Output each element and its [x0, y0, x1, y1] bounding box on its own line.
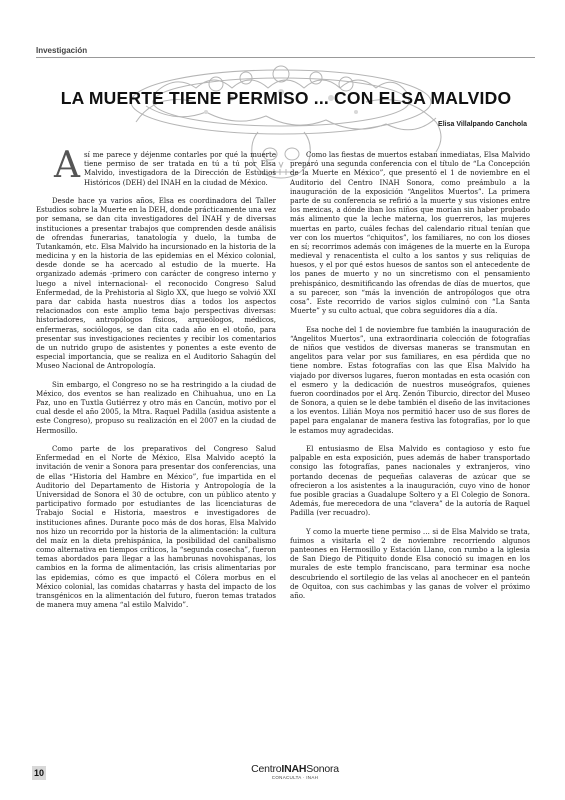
page-number: 10: [33, 768, 44, 778]
article-author: Elisa Villalpando Canchola: [438, 121, 527, 128]
footer-brand: [230, 763, 360, 775]
paragraph: Esa noche del 1 de noviembre fue también la inauguración de “Angelitos Muertos”, una extraordinaria colección de fotografías de niños que vestidos de diversas maneras se transmutan en angelitos para velar por sus familiares, en esa pérdida que no tiene nombre. Estas fotografías con las que Elsa Malvido ha viajado por diversos lugares, fueron montadas en esta ocasión con el esmero y la dedicación de nuestros museógrafos, quienes fueron coordinados por el Arq. Zenón Tiburcio, director del Museo de Sonora, a quien se le debe también el diseño de las invitaciones a los eventos. Lilián Moya nos permitió hacer uso de sus flores de papel para engalanar de manera festiva las fotografías, por lo que le estamos muy agradecidas.: [290, 324, 530, 435]
paragraph: Como parte de los preparativos del Congreso Salud Enfermedad en el Norte de México, Elsa Malvido aceptó la invitación de venir a Sonora para presentar dos conferencias, una de ellas “Historia del Hambre en México”, fue impartida en el Auditorio del Departamento de Historia y Antropología de la Universidad de Sonora el 30 de octubre, con un público atento y participativo formado por estudiantes de las licenciaturas de Trabajo Social e Historia, maestros e investigadores de instituciones afines. Durante poco más de dos horas, Elsa Malvido nos hizo un recorrido por la historia de la alimentación: la cultura del maíz en la dieta prehispánica, la posibilidad del canibalismo como alternativa en tiempos críticos, la “segunda cosecha”, fueron temas abordados para llegar a las hambrunas novohispanas, los cambios en la forma de alimentación, las crisis alimentarias por las epidemias, cómo es que impactó el Cólera morbus en el México colonial, las comidas chatarras y hasta del impacto de los transgénicos en la alimentación del futuro, fueron temas tratados de manera muy amena “al estilo Malvido”.: [36, 444, 276, 610]
paragraph: Como las fiestas de muertos estaban inmediatas, Elsa Malvido preparó una segunda conferencia con el título de “La Concepción de la Muerte en México”, que presentó el 1 de noviembre en el Auditorio del Centro INAH Sonora, como preámbulo a la inauguración de la exposición “Angelitos Muertos”. La primera parte de su conferencia se refirió a la muerte y sus visiones entre los mexicas, a dónde iban los niños que morían sin haber probado más alimento que la leche materna, los guerreros, las mujeres muertas en parto, cuáles fechas del calendario ritual tenían que ver con los muertos “chiquitos”, los familiares, no con los dioses en sí; recorrimos además con imágenes de la muerte en la Europa medieval y renacentista el culto a los santos y sus reliquias de huesos, y el por qué estos huesos de santos son el antecedente de los panes de muerto y no un sincretismo con el pensamiento prehispánico, desmitificando las ofrendas de días de muertos, que a su parecer, son “más la invención de antropólogos que otra cosa”. Este recorrido de varios siglos culminó con “La Santa Muerte” y su culto actual, que cobra seguidores día a día.: [290, 150, 530, 316]
drop-cap: A: [54, 145, 80, 186]
paragraph: Sin embargo, el Congreso no se ha restringido a la ciudad de México, dos eventos se han realizado en Chihuahua, uno en La Paz, uno en Tuxtla Gutiérrez y otro más en Cancún, motivo por el cual desde el año 2005, la Mtra. Raquel Padilla (asidua asistente a este Congreso), propuso su realización en el 2007 en la ciudad de Hermosillo.: [36, 379, 276, 435]
brand-part: Centro: [251, 763, 282, 775]
footer-subtitle: CONACULTA · INAH: [271, 775, 319, 780]
right-column: [290, 150, 530, 600]
article-title: LA MUERTE TIENE PERMISO ... CON ELSA MALVIDO: [60, 88, 512, 108]
top-divider: [36, 57, 535, 58]
section-label: Investigación: [36, 46, 88, 55]
left-column: [36, 145, 276, 610]
paragraph: El entusiasmo de Elsa Malvido es contagioso y esto fue palpable en esta exposición, pues además de haber transportado consigo las fotografías, panes nacionales y extranjeros, vino portando decenas de pequeñas calaveras de azúcar que se ofrecieron a los asistentes a la inauguración, cuyo vino de honor fue posible gracias a Guadalupe Soltero y a El Colegio de Sonora. Además, fue merecedora de una “clavera” de la autoría de Raquel Padilla (ver recuadro).: [290, 444, 530, 518]
paragraph-text: sí me parece y déjenme contarles por qué la muerte tiene permiso de ser tratada en tú a tú por Elsa Malvido, investigadora de la Dirección de Estudios Históricos (DEH) del INAH en la ciudad de México.: [84, 150, 276, 187]
footer-logo: [230, 763, 360, 780]
brand-part: INAH: [281, 763, 307, 775]
paragraph: Desde hace ya varios años, Elsa es coordinadora del Taller Estudios sobre la Muerte en la DEH, donde prácticamente una vez por semana, se dan cita investigadores del INAH y de diversas instituciones a presentar trabajos que comprenden desde análisis de ofrendas funerarias, tanatología y duelo, la tumba de Tutankamón, etc. Elsa Malvido ha incursionado en la historia de la medicina y en la historia de las epidemias en el México colonial, desde donde se ha acercado al estudio de la muerte. Ha organizado además -primero con carácter de congreso interno y luego a nivel internacional- el reconocido Congreso Salud Enfermedad, de la Prehistoria al Siglo XX, que luego se volvió XXI para dar cabida hasta nuestros días a todos los aspectos relacionados con este amplio tema bajo perspectivas diversas: historiadores, antropólogos físicos, arqueólogos, médicos, enfermeras, sociólogos, se dan cita cada año en el otoño, para presentar sus investigaciones recientes y recibir los comentarios de un nutrido grupo de asistentes y ponentes a este evento de especial importancia, que se realiza en el Auditorio Sahagún del Museo Nacional de Antropología.: [36, 195, 276, 371]
paragraph: [36, 145, 276, 187]
brand-part: Sonora: [306, 763, 339, 775]
paragraph: Y como la muerte tiene permiso … si de Elsa Malvido se trata, fuimos a visitarla el 2 de noviembre recorriendo algunos panteones en Hermosillo y Estación Llano, con rumbo a la iglesia de San Diego de Pitiquito donde Elsa conoció su imagen en los murales de este templo franciscano, para terminar esa noche descubriendo el sortilegio de las velas al anochecer en el panteón de Oquitoa, con sus cachimbas y las ganas de volver el próximo año.: [290, 526, 530, 600]
